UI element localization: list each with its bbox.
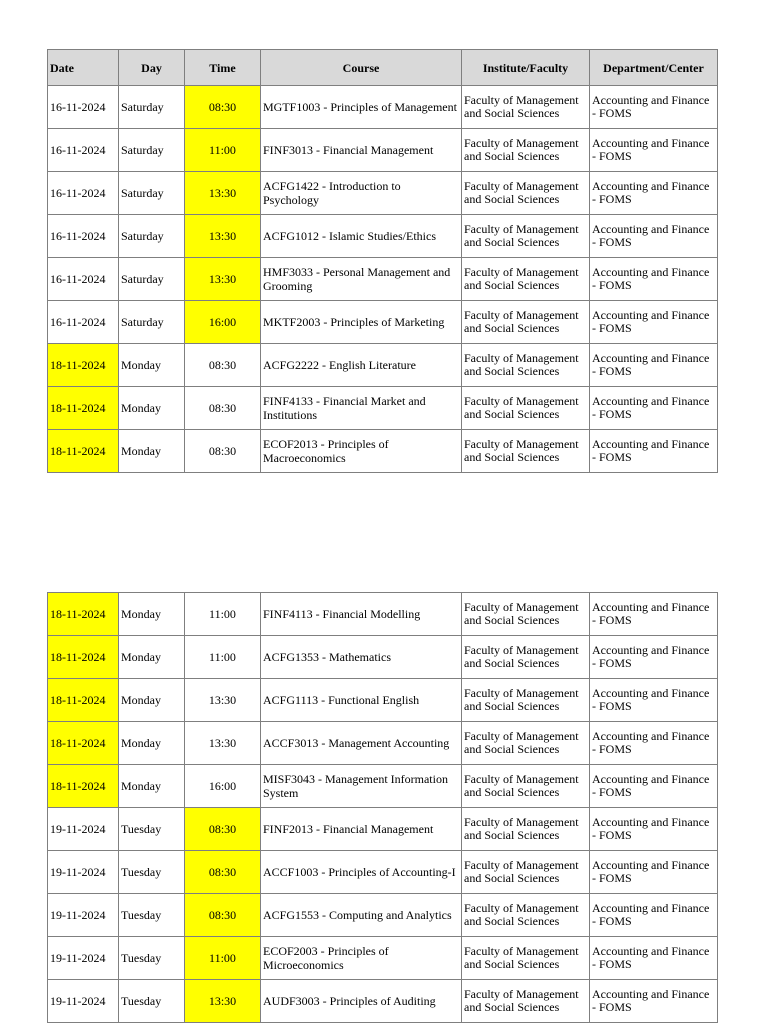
cell-department: Accounting and Finance - FOMS	[590, 636, 718, 679]
cell-faculty: Faculty of Management and Social Sciences	[462, 636, 590, 679]
cell-department: Accounting and Finance - FOMS	[590, 430, 718, 473]
cell-day: Monday	[119, 344, 185, 387]
table-row	[48, 722, 718, 765]
cell-faculty: Faculty of Management and Social Sciences	[462, 344, 590, 387]
cell-faculty: Faculty of Management and Social Sciences	[462, 129, 590, 172]
header-date: Date	[48, 50, 119, 86]
cell-day: Tuesday	[119, 808, 185, 851]
cell-date: 19-11-2024	[48, 937, 119, 980]
cell-department: Accounting and Finance - FOMS	[590, 215, 718, 258]
cell-time: 11:00	[185, 636, 261, 679]
table-row	[48, 301, 718, 344]
cell-department: Accounting and Finance - FOMS	[590, 980, 718, 1023]
cell-date: 19-11-2024	[48, 980, 119, 1023]
cell-day: Tuesday	[119, 980, 185, 1023]
cell-time: 13:30	[185, 258, 261, 301]
cell-course: ACCF3013 - Management Accounting	[261, 722, 462, 765]
table-row	[48, 765, 718, 808]
cell-faculty: Faculty of Management and Social Sciences	[462, 86, 590, 129]
cell-day: Monday	[119, 679, 185, 722]
table-row	[48, 258, 718, 301]
cell-course: FINF2013 - Financial Management	[261, 808, 462, 851]
exam-schedule-table-2	[47, 592, 718, 1023]
cell-time: 13:30	[185, 172, 261, 215]
cell-faculty: Faculty of Management and Social Sciences	[462, 765, 590, 808]
header-faculty: Institute/Faculty	[462, 50, 590, 86]
cell-day: Monday	[119, 387, 185, 430]
table-row	[48, 344, 718, 387]
cell-course: ECOF2013 - Principles of Macroeconomics	[261, 430, 462, 473]
cell-faculty: Faculty of Management and Social Sciences	[462, 722, 590, 765]
table-row	[48, 980, 718, 1023]
cell-department: Accounting and Finance - FOMS	[590, 679, 718, 722]
table-row	[48, 215, 718, 258]
cell-time: 08:30	[185, 86, 261, 129]
cell-course: ACFG1113 - Functional English	[261, 679, 462, 722]
table-row	[48, 593, 718, 636]
cell-time: 08:30	[185, 430, 261, 473]
cell-faculty: Faculty of Management and Social Sciences	[462, 894, 590, 937]
cell-time: 08:30	[185, 808, 261, 851]
cell-course: FINF4133 - Financial Market and Institutions	[261, 387, 462, 430]
cell-course: FINF4113 - Financial Modelling	[261, 593, 462, 636]
cell-date: 18-11-2024	[48, 430, 119, 473]
cell-faculty: Faculty of Management and Social Sciences	[462, 808, 590, 851]
table-row	[48, 937, 718, 980]
cell-department: Accounting and Finance - FOMS	[590, 86, 718, 129]
cell-faculty: Faculty of Management and Social Sciences	[462, 679, 590, 722]
cell-time: 13:30	[185, 215, 261, 258]
cell-date: 19-11-2024	[48, 894, 119, 937]
table-row	[48, 679, 718, 722]
table-row	[48, 894, 718, 937]
cell-date: 18-11-2024	[48, 679, 119, 722]
cell-department: Accounting and Finance - FOMS	[590, 344, 718, 387]
cell-faculty: Faculty of Management and Social Sciences	[462, 258, 590, 301]
cell-time: 16:00	[185, 765, 261, 808]
cell-day: Monday	[119, 636, 185, 679]
cell-faculty: Faculty of Management and Social Sciences	[462, 937, 590, 980]
table-row	[48, 851, 718, 894]
cell-date: 18-11-2024	[48, 344, 119, 387]
cell-department: Accounting and Finance - FOMS	[590, 593, 718, 636]
cell-date: 16-11-2024	[48, 172, 119, 215]
cell-day: Tuesday	[119, 851, 185, 894]
table-row	[48, 636, 718, 679]
cell-department: Accounting and Finance - FOMS	[590, 129, 718, 172]
cell-date: 16-11-2024	[48, 301, 119, 344]
cell-course: HMF3033 - Personal Management and Grooming	[261, 258, 462, 301]
cell-department: Accounting and Finance - FOMS	[590, 301, 718, 344]
cell-faculty: Faculty of Management and Social Sciences	[462, 215, 590, 258]
table-row	[48, 387, 718, 430]
cell-date: 18-11-2024	[48, 636, 119, 679]
cell-time: 13:30	[185, 980, 261, 1023]
cell-course: FINF3013 - Financial Management	[261, 129, 462, 172]
cell-day: Monday	[119, 765, 185, 808]
cell-course: ACFG1553 - Computing and Analytics	[261, 894, 462, 937]
header-time: Time	[185, 50, 261, 86]
cell-time: 08:30	[185, 851, 261, 894]
cell-department: Accounting and Finance - FOMS	[590, 937, 718, 980]
cell-course: ACCF1003 - Principles of Accounting-I	[261, 851, 462, 894]
cell-course: MISF3043 - Management Information System	[261, 765, 462, 808]
table-row	[48, 129, 718, 172]
cell-department: Accounting and Finance - FOMS	[590, 765, 718, 808]
cell-faculty: Faculty of Management and Social Sciences	[462, 430, 590, 473]
cell-day: Tuesday	[119, 937, 185, 980]
table-row	[48, 430, 718, 473]
cell-faculty: Faculty of Management and Social Sciences	[462, 301, 590, 344]
cell-time: 08:30	[185, 344, 261, 387]
cell-department: Accounting and Finance - FOMS	[590, 387, 718, 430]
cell-time: 13:30	[185, 679, 261, 722]
cell-date: 16-11-2024	[48, 86, 119, 129]
cell-day: Monday	[119, 593, 185, 636]
cell-day: Saturday	[119, 215, 185, 258]
cell-day: Saturday	[119, 301, 185, 344]
table-row	[48, 86, 718, 129]
cell-course: AUDF3003 - Principles of Auditing	[261, 980, 462, 1023]
cell-faculty: Faculty of Management and Social Sciences	[462, 851, 590, 894]
cell-time: 08:30	[185, 387, 261, 430]
cell-day: Saturday	[119, 172, 185, 215]
cell-date: 18-11-2024	[48, 593, 119, 636]
cell-faculty: Faculty of Management and Social Sciences	[462, 387, 590, 430]
cell-course: MKTF2003 - Principles of Marketing	[261, 301, 462, 344]
cell-day: Monday	[119, 430, 185, 473]
cell-course: MGTF1003 - Principles of Management	[261, 86, 462, 129]
cell-faculty: Faculty of Management and Social Sciences	[462, 172, 590, 215]
header-department: Department/Center	[590, 50, 718, 86]
cell-department: Accounting and Finance - FOMS	[590, 258, 718, 301]
cell-date: 18-11-2024	[48, 765, 119, 808]
cell-department: Accounting and Finance - FOMS	[590, 722, 718, 765]
cell-date: 16-11-2024	[48, 258, 119, 301]
cell-department: Accounting and Finance - FOMS	[590, 808, 718, 851]
table-row	[48, 808, 718, 851]
cell-date: 18-11-2024	[48, 387, 119, 430]
cell-department: Accounting and Finance - FOMS	[590, 172, 718, 215]
cell-time: 11:00	[185, 129, 261, 172]
cell-day: Monday	[119, 722, 185, 765]
table-row	[48, 172, 718, 215]
cell-faculty: Faculty of Management and Social Sciences	[462, 593, 590, 636]
cell-time: 11:00	[185, 937, 261, 980]
cell-day: Saturday	[119, 129, 185, 172]
cell-department: Accounting and Finance - FOMS	[590, 851, 718, 894]
cell-day: Saturday	[119, 86, 185, 129]
cell-date: 19-11-2024	[48, 851, 119, 894]
cell-day: Tuesday	[119, 894, 185, 937]
cell-course: ACFG1353 - Mathematics	[261, 636, 462, 679]
cell-time: 11:00	[185, 593, 261, 636]
cell-course: ECOF2003 - Principles of Microeconomics	[261, 937, 462, 980]
table-header-row	[48, 50, 718, 86]
cell-time: 13:30	[185, 722, 261, 765]
cell-date: 19-11-2024	[48, 808, 119, 851]
cell-course: ACFG1012 - Islamic Studies/Ethics	[261, 215, 462, 258]
header-day: Day	[119, 50, 185, 86]
header-course: Course	[261, 50, 462, 86]
cell-day: Saturday	[119, 258, 185, 301]
cell-time: 08:30	[185, 894, 261, 937]
cell-faculty: Faculty of Management and Social Sciences	[462, 980, 590, 1023]
cell-course: ACFG1422 - Introduction to Psychology	[261, 172, 462, 215]
exam-schedule-table-1	[47, 49, 718, 473]
cell-date: 16-11-2024	[48, 129, 119, 172]
cell-time: 16:00	[185, 301, 261, 344]
cell-date: 16-11-2024	[48, 215, 119, 258]
cell-date: 18-11-2024	[48, 722, 119, 765]
cell-department: Accounting and Finance - FOMS	[590, 894, 718, 937]
cell-course: ACFG2222 - English Literature	[261, 344, 462, 387]
